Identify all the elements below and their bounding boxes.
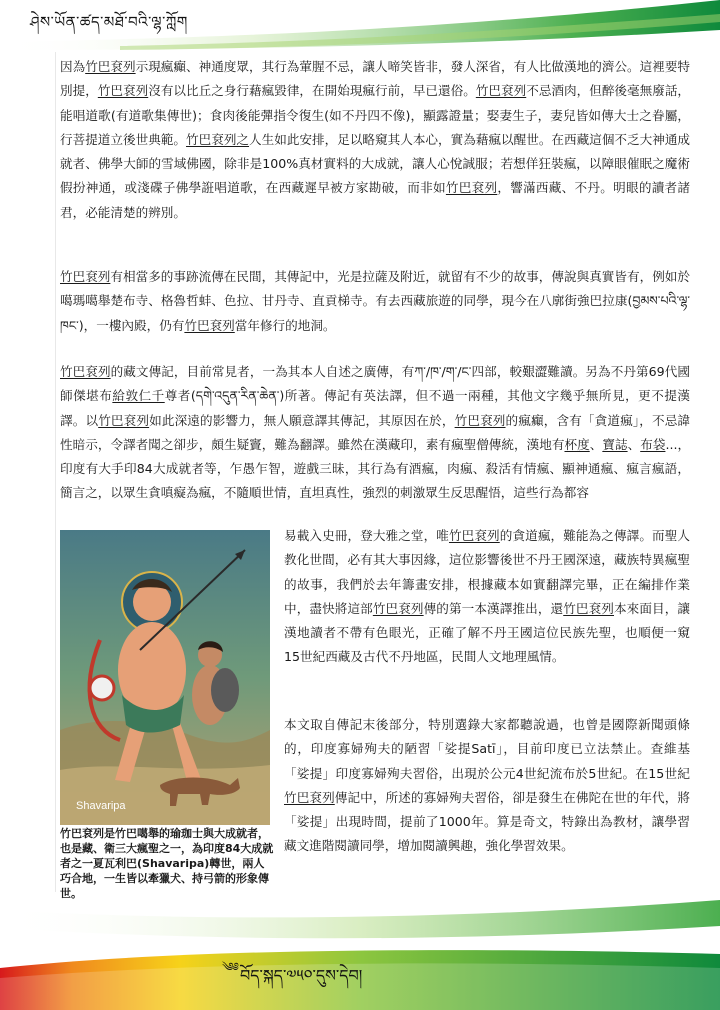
paragraph-1 (60, 55, 690, 225)
text-run: 本來面目，讓漢地讀者不帶有色眼光，正確了解不丹王國這位民族先聖，也順便一窺15世紀西藏及古代不丹地區，民間人文地理風情。 (284, 600, 691, 665)
text-run: 人生如此安排，足以略窺其人本心，實為藉瘋以醒世。在西藏這個不乏大神通成就者、佛學大師的雪域佛國，除非是100%真材實料的大成就，讓人心悅誠服；若想佯狂裝瘋，以障眼催眠之魔術假扮神通，或淺碟子佛學誑唱道歌，在西藏遲早被方家勘破，而非如 (60, 131, 691, 196)
figure-label: Shavaripa (76, 800, 126, 812)
text-run: 本文取自傳記末後部分，特別選錄大家都聽說過，也曾是國際新聞頭條的，印度寡婦殉夫的陋習「娑提Satī」，目前印度已立法禁止。查維基「娑提」印度寡婦殉夫習俗，出現於公元4世紀流布於5世紀。在15世紀 (284, 717, 690, 781)
underlined-name: 竹巴袞列 (475, 83, 527, 99)
underlined-name: 竹巴袞列 (60, 269, 111, 284)
text-run: 沒有以比丘之身行藉瘋毀律，在開始現瘋行前，早已還俗。 (148, 83, 476, 99)
footer-magazine-title: བོད་སྐད་༧༥༠་དུས་དེབ། (240, 966, 363, 985)
underlined-name: 竹巴袞列 (85, 59, 136, 74)
figure-caption: 竹巴袞列是竹巴噶舉的瑜珈士與大成就者，也是藏、衛三大瘋聖之一，為印度84大成就者之一夏瓦利巴(Shavaripa)轉世，兩人巧合地，一生皆以牽獵犬、持弓箭的形象傳世。 (60, 827, 274, 900)
underlined-name: 竹巴袞列之 (186, 131, 250, 147)
underlined-name: 竹巴袞列 (98, 412, 150, 428)
underlined-name: 竹巴袞列 (448, 528, 500, 543)
text-run: 、 (589, 436, 603, 452)
paragraph-4 (284, 713, 690, 859)
text-run: 傳的第一本漢譯推出，還 (423, 600, 564, 616)
shavaripa-illustration (60, 530, 270, 825)
text-run: 有相當多的事跡流傳在民間，其傳記中，光是拉薩及附近，就留有不少的故事，傳說與真實皆有，例如於噶瑪噶舉楚布寺、格魯哲蚌、色拉、甘丹寺、直貢梯寺。有去西藏旅遊的同學，現今在八廓街強巴拉康(བྱམས་པའི་ལྷ་ཁང་)，一樓內殿，仍有 (60, 269, 691, 333)
text-run: 、 (627, 436, 641, 452)
paragraph-3 (60, 360, 690, 506)
footer-ornament-icon: ༄༅ (222, 960, 239, 974)
header-title: ཤེས་ཡོན་ཚད་མཐོ་བའི་ལྷ་ཀློག (30, 13, 188, 31)
text-run: 因為 (60, 59, 86, 74)
text-run: ...，印度有大手印84大成就者等，乍愚乍智，遊戲三昧，其行為有酒瘋，肉瘋、殺活有情瘋、顯神通瘋、瘋言瘋語，簡言之，以眾生貪嗔癡為瘋，不隨順世情，直坦真性，強烈的刺激眾生反思醒悟，這些行為都容 (60, 436, 691, 501)
underlined-name: 竹巴袞列 (284, 789, 335, 805)
text-run: 易載入史冊，登大雅之堂，唯 (284, 528, 449, 543)
text-run: 示現瘋癲、神通度眾，其行為葷腥不忌，讓人啼笑皆非，發人深省，有人比做漢地的濟公。這裡要特別提， (60, 59, 691, 99)
underlined-name: 杯度 (564, 436, 590, 452)
underlined-name: 竹巴袞列 (184, 317, 235, 333)
underlined-name: 給敦仁千 (112, 388, 165, 404)
paragraph-2 (60, 265, 690, 338)
underlined-name: 竹巴袞列 (372, 600, 424, 616)
text-run: 不忌酒肉，但醉後毫無廢話，能唱道歌(有道歌集傳世)；食肉後能彈指令復生(如不丹四不像)，顯露證量；娶妻生子，妻兒皆如傳大士之眷屬，行菩提道立後世典範。 (60, 83, 691, 147)
text-run: 如此深遠的影響力，無人願意譯其傳記，其原因在於， (149, 412, 455, 428)
underlined-name: 竹巴袞列 (563, 600, 614, 616)
underlined-name: 寶誌 (602, 436, 628, 452)
underlined-name: 竹巴袞列 (97, 83, 149, 99)
underlined-name: 竹巴袞列 (445, 180, 498, 196)
shavaripa-painting (60, 530, 270, 825)
text-run: 尊者(དགེ་འདུན་རིན་ཆེན་)所著。傳記有英法譯，但不過一兩種，其他文字幾乎無所見，更不提漢譯。以 (60, 388, 691, 428)
left-margin-rule (55, 52, 56, 892)
text-run: ，響滿西藏、不丹。明眼的讀者諸君，必能清楚的辨別。 (60, 180, 691, 220)
paragraph-3-continued (284, 524, 690, 670)
text-run: 當年修行的地洞。 (234, 317, 336, 333)
text-run: 傳記中，所述的寡婦殉夫習俗，卻是發生在佛陀在世的年代，將「娑提」出現時間，提前了1000年。算是奇文，特錄出為教材，讓學習藏文進階閱讀同學，增加閱讀興趣，強化學習效果。 (284, 789, 691, 854)
text-run: 的貪道瘋，難能為之傳譯。而聖人教化世間，必有其大事因緣，這位影響後世不丹王國深遠，藏族特異瘋聖的故事，我們於去年籌畫安排，根據藏本如實翻譯完畢，正在編排作業中，盡快將這部 (284, 528, 691, 616)
underlined-name: 布袋 (640, 436, 666, 452)
underlined-name: 竹巴袞列 (60, 364, 111, 379)
underlined-name: 竹巴袞列 (454, 412, 506, 428)
text-run: 的瘋癲，含有「貪道瘋」，不忌諱性暗示，令譯者聞之卻步，頗生疑竇，難為翻譯。雖然在漢藏印，素有瘋聖僧傳統，漢地有 (60, 412, 691, 452)
text-run: 的藏文傳記，目前常見者，一為其本人自述之廣傳，有ཀ་/ཁ་/ག་/ང་四部，較艱澀難讀。另為不丹第69代國師傑堪布 (60, 364, 690, 404)
